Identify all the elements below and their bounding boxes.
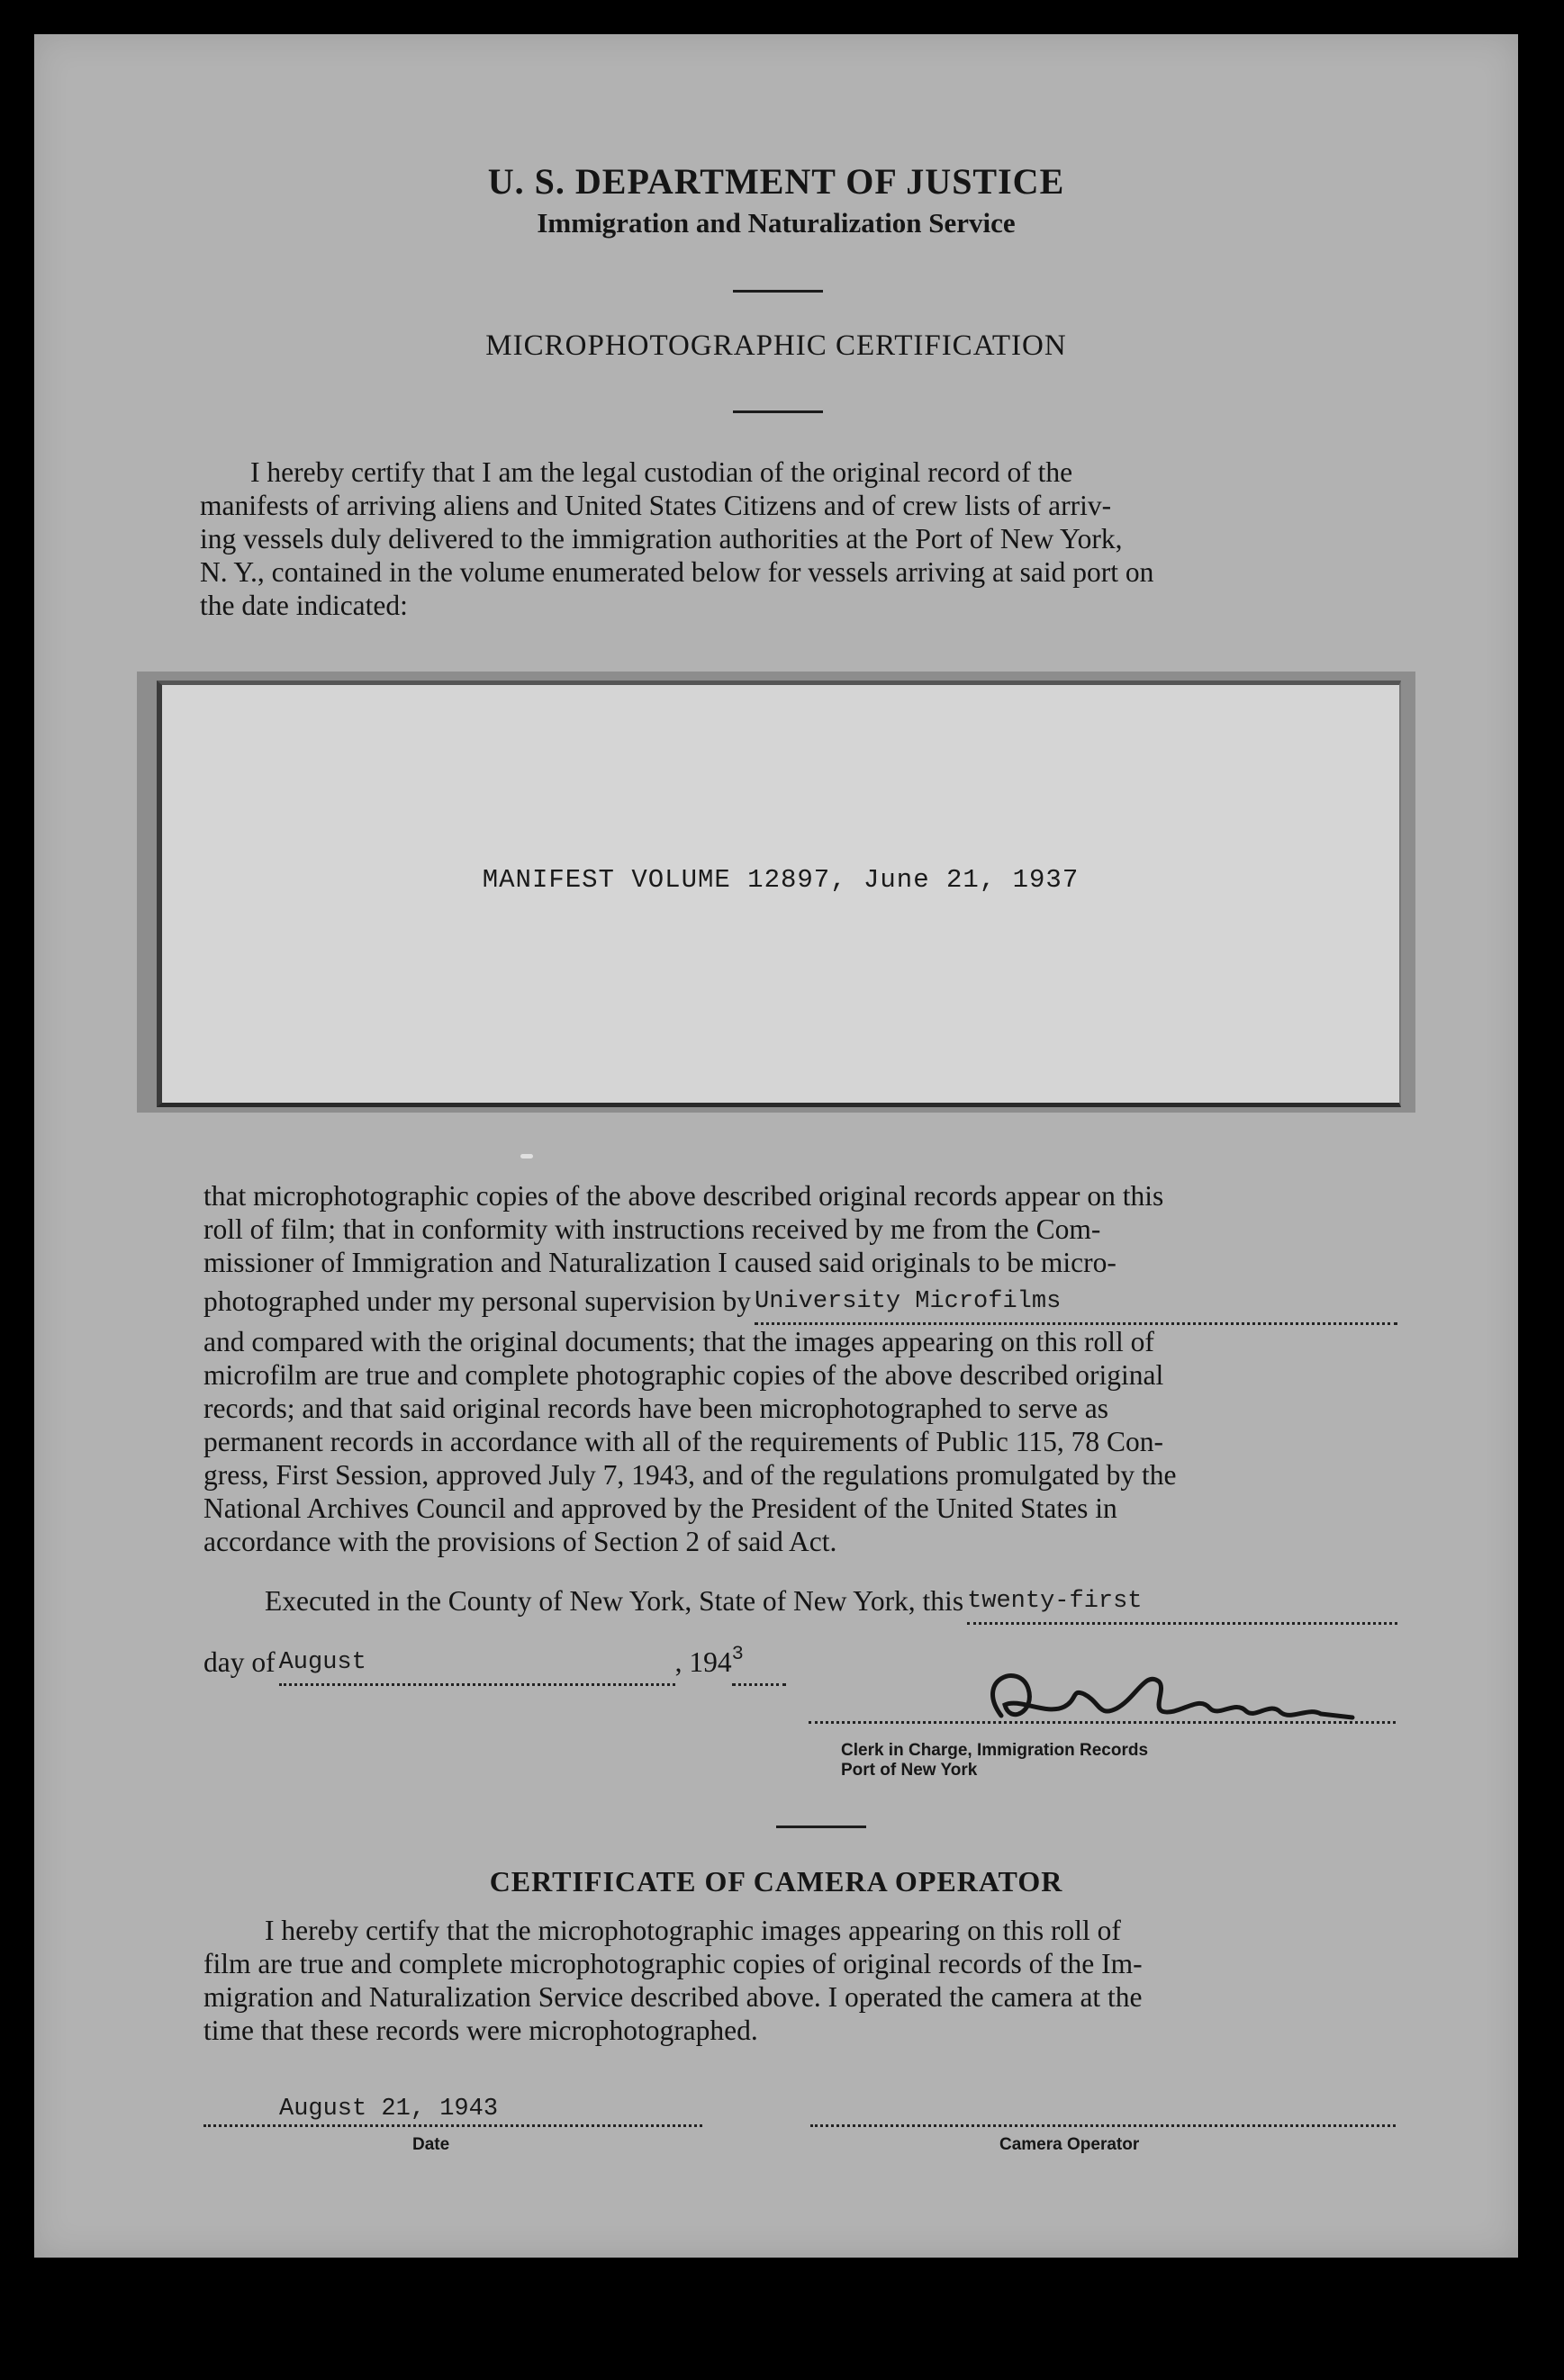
- operator-line: film are true and complete microphotographic copies of original records of the Im-: [203, 1948, 1143, 1979]
- body-line: gress, First Session, approved July 7, 1943, and of the regulations promulgated by the: [203, 1459, 1177, 1491]
- day-field: [967, 1584, 1397, 1625]
- manifest-volume-label: MANIFEST VOLUME 12897, June 21, 1937: [482, 865, 1080, 895]
- certificate-sheet: [34, 34, 1518, 2258]
- clerk-title-line: Port of New York: [841, 1761, 978, 1780]
- body-line: and compared with the original documents; that the images appearing on this roll of: [203, 1326, 1154, 1357]
- divider-rule: [733, 290, 823, 293]
- microfilm-vendor-field: [755, 1285, 1397, 1325]
- clerk-title: [841, 1741, 1148, 1780]
- day-of-label: day of: [203, 1646, 276, 1678]
- executed-line: [265, 1584, 1397, 1625]
- intro-line: I hereby certify that I am the legal custodian of the original record of the: [250, 456, 1073, 488]
- intro-line: manifests of arriving aliens and United States Citizens and of crew lists of arriv-: [200, 490, 1112, 521]
- body-line: accordance with the provisions of Section 2 of said Act.: [203, 1526, 837, 1557]
- operator-line: I hereby certify that the microphotographic images appearing on this roll of: [265, 1915, 1121, 1946]
- department-heading: U. S. DEPARTMENT OF JUSTICE: [487, 161, 1065, 202]
- body-line: that microphotographic copies of the above described original records appear on this: [203, 1180, 1164, 1212]
- certification-title: MICROPHOTOGRAPHIC CERTIFICATION: [485, 329, 1067, 362]
- month-field: [279, 1645, 675, 1686]
- paper-speck: [520, 1154, 533, 1158]
- clerk-signature: [965, 1662, 1361, 1734]
- clerk-title-line: Clerk in Charge, Immigration Records: [841, 1741, 1149, 1760]
- camera-operator-paragraph: [203, 1914, 1397, 2047]
- date-of-line: [203, 1645, 861, 1686]
- intro-paragraph: [200, 455, 1397, 622]
- camera-operator-label: Camera Operator: [999, 2135, 1140, 2154]
- intro-line: ing vessels duly delivered to the immigration authorities at the Port of New York,: [200, 523, 1123, 554]
- body-line: National Archives Council and approved by the President of the United States in: [203, 1492, 1117, 1524]
- microfilm-vendor-value: University Microfilms: [755, 1288, 1062, 1315]
- body-line: microfilm are true and complete photographic copies of the above described original: [203, 1359, 1164, 1391]
- operator-date-value: August 21, 1943: [279, 2096, 499, 2123]
- body-paragraph: [203, 1179, 1397, 1558]
- year-prefix: 194: [689, 1646, 732, 1678]
- day-value: twenty-first: [967, 1588, 1143, 1615]
- divider-rule: [733, 410, 823, 413]
- intro-line: N. Y., contained in the volume enumerated below for vessels arriving at said port on: [200, 556, 1154, 588]
- operator-signature-field: [810, 2097, 1396, 2127]
- year-digit: 3: [731, 1643, 744, 1665]
- record-card: [157, 681, 1401, 1107]
- year-field: [732, 1645, 786, 1686]
- service-heading: Immigration and Naturalization Service: [537, 207, 1016, 239]
- body-line: records; and that said original records have been microphotographed to serve as: [203, 1393, 1109, 1424]
- operator-line: time that these records were microphotographed.: [203, 2015, 758, 2046]
- month-value: August: [278, 1649, 366, 1676]
- operator-line: migration and Naturalization Service described above. I operated the camera at the: [203, 1981, 1143, 2013]
- supervision-prefix: photographed under my personal supervision by: [203, 1285, 752, 1317]
- year-comma: ,: [674, 1646, 690, 1678]
- divider-rule: [776, 1826, 866, 1828]
- body-line: missioner of Immigration and Naturalization I caused said originals to be micro-: [203, 1247, 1116, 1278]
- intro-line: the date indicated:: [200, 590, 408, 621]
- supervision-line: [203, 1285, 1397, 1325]
- executed-prefix: Executed in the County of New York, State of New York, this: [265, 1585, 964, 1617]
- date-label: Date: [412, 2135, 450, 2154]
- operator-date-field: [203, 2097, 702, 2127]
- body-line: permanent records in accordance with all of the requirements of Public 115, 78 Con-: [203, 1426, 1163, 1457]
- body-line: roll of film; that in conformity with instructions received by me from the Com-: [203, 1213, 1101, 1245]
- camera-operator-heading: CERTIFICATE OF CAMERA OPERATOR: [489, 1865, 1063, 1898]
